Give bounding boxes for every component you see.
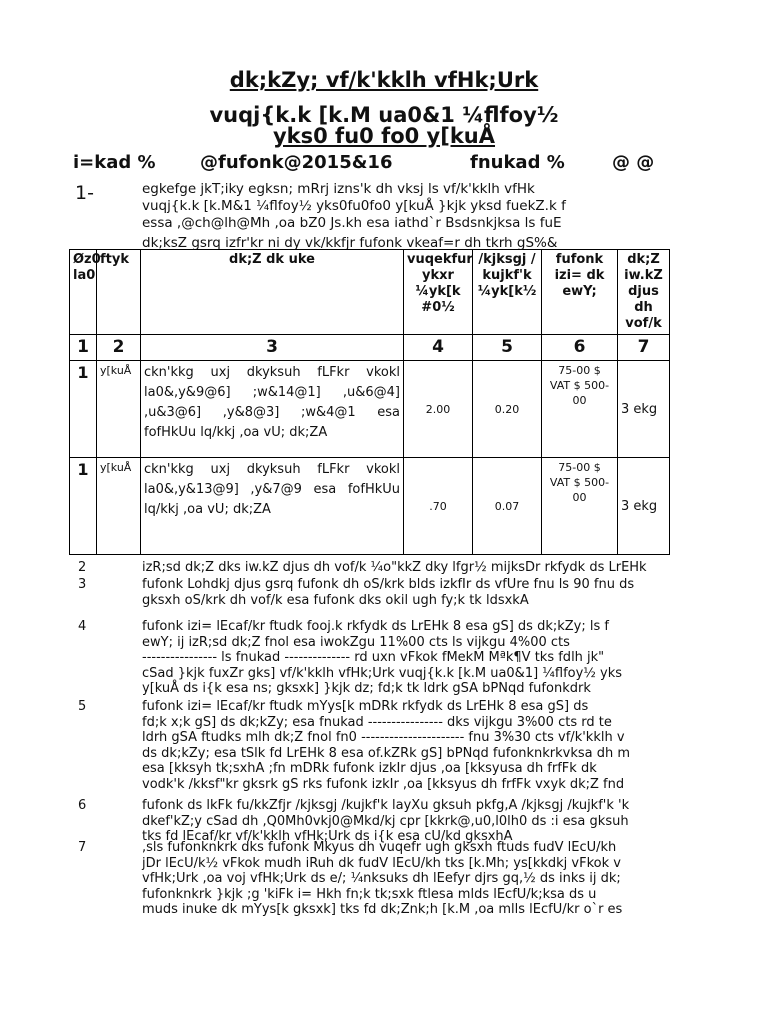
col-header-period: dk;Z iw.kZ djus dh vof/k <box>618 250 670 335</box>
footnote-line: gksxh oS/krk dh vof/k esa fufonk dks okil ugh fy;k tk ldsxkA <box>142 592 529 608</box>
footnote-text <box>142 560 670 576</box>
row-district: y[kuÅ <box>97 361 141 458</box>
footnote-line: ewY; ij izR;sd dk;Z fnol esa iwokZgu 11%00 cts ls vijkgu 4%00 cts <box>142 634 570 650</box>
col-number: 4 <box>404 335 473 361</box>
footnote-line: vodk'k /kksf"kr gksrk gS rks fufonk izkIr ,oa [kksyus dh frfFk vxyk dk;Z fnd <box>142 776 625 792</box>
tender-table <box>69 249 670 555</box>
row-sno: 1 <box>70 458 97 555</box>
row-price-vat: VAT $ 500-00 <box>549 476 610 504</box>
office-title: dk;kZy; vf/k'kklh vfHk;Urk <box>229 68 539 92</box>
footnote-line: tks fd lEcaf/kr vf/k'kklh vfHk;Urk ds i{k esa cU/kd gksxhA <box>142 829 513 845</box>
footnote-text <box>142 577 670 608</box>
row-price-fee: 75-00 $ <box>558 364 601 377</box>
row-deposit: 0.20 <box>473 361 542 458</box>
footnote-text <box>142 840 670 918</box>
footnote-line: y[kuÅ ds i{k esa ns; gksxk] }kjk dz; fd;k tk ldrk gSA bPNqd fufonkdrk <box>142 681 591 697</box>
footnote-line: ---------------- ls fnukad -------------- rd uxn vFkok fMekM Mªk¶V tks fdlh jk" <box>142 650 605 666</box>
footnote-line: fd;k x;k gS] ds dk;kZy; esa fnukad ---------------- dks vijkgu 3%00 cts rd te <box>142 714 612 730</box>
row-sno: 1 <box>70 361 97 458</box>
table-number-row <box>70 335 670 361</box>
row-price-vat: VAT $ 500-00 <box>549 379 610 407</box>
row-price-fee: 75-00 $ <box>558 461 601 474</box>
footnote-line: fufonk ds lkFk fu/kkZfjr /kjksgj /kujkf'k layXu gksuh pkfg,A /kjksgj /kujkf'k 'k <box>142 798 630 813</box>
footnote-number: 6 <box>78 798 87 813</box>
footnote-line: jDr lEcU/k½ vFkok mudh iRuh dk fudV lEcU/kh tks [k.Mh; ys[kkdkj vFkok v <box>142 855 621 871</box>
footnote-line: ,sls fufonknkrk dks fufonk Mkyus dh vuqefr ugh gksxh ftuds fudV lEcU/kh <box>142 840 617 855</box>
footnote-line: ldrh gSA ftudks mlh dk;Z fnol fn0 ---------------------- fnu 3%30 cts vf/k'kklh v <box>142 730 625 746</box>
intro-number: 1- <box>75 182 94 204</box>
col-header-price: fufonk izi= dk ewY; <box>542 250 618 335</box>
footnote-line: fufonk izi= lEcaf/kr ftudk fooj.k rkfydk ds LrEHk 8 esa gS] ds dk;kZy; ls f <box>142 619 609 634</box>
footnote-number: 5 <box>78 699 87 714</box>
col-number: 5 <box>473 335 542 361</box>
row-price <box>542 458 618 555</box>
row-cost: .70 <box>404 458 473 555</box>
footnote-text <box>142 619 670 697</box>
col-number: 1 <box>70 335 97 361</box>
col-number: 7 <box>618 335 670 361</box>
footnote-line: ds dk;kZy; esa tSlk fd LrEHk 8 esa of.kZRk gS] bPNqd fufonknkrkvksa dh m <box>142 745 631 761</box>
col-header-work: dk;Z dk uke <box>141 250 404 335</box>
row-period: 3 ekg <box>618 361 670 458</box>
row-cost: 2.00 <box>404 361 473 458</box>
footnote-number: 3 <box>78 577 87 592</box>
intro-line: essa ,@ch@lh@Mh ,oa bZ0 Js.kh esa iathd`r Bsdsnkjksa ls fuE <box>142 215 562 231</box>
footnote-line: fufonk Lohdkj djus gsrq fufonk dh oS/krk blds izkfIr ds vfUre fnu ls 90 fnu ds <box>142 577 635 592</box>
intro-line: egkefge jkT;iky egksn; mRrj izns'k dh vksj ls vf/k'kklh vfHk <box>142 181 535 197</box>
footnote-line: vfHk;Urk ,oa voj vfHk;Urk ds e/; ¼nksuks dh lEefyr djrs gq,½ ds inks ij dk; <box>142 871 621 887</box>
row-work: ckn'kkg uxj dkyksuh fLFkr vkokl la0&,y&13@9] ,y&7@9 esa fofHkUu lq/kkj ,oa vU; dk;ZA <box>141 458 404 555</box>
footnote-line: muds inuke dk mYys[k gksxk] tks fd dk;Znk;h [k.M ,oa mlls lEcfU/kr o`r es <box>142 902 623 918</box>
table-row <box>70 458 670 555</box>
footnote-line: izR;sd dk;Z dks iw.kZ djus dh vof/k ¼o"kkZ dky lfgr½ mijksDr rkfydk ds LrEHk <box>142 560 647 575</box>
footnote-line: cSad }kjk fuxZr gks] vf/k'kklh vfHk;Urk vuqj{k.k [k.M ua0&1] ¼flfoy½ yks <box>142 665 623 681</box>
row-price <box>542 361 618 458</box>
col-number: 3 <box>141 335 404 361</box>
row-period: 3 ekg <box>618 458 670 555</box>
footnote-line: fufonk izi= lEcaf/kr ftudk mYys[k mDRk rkfydk ds LrEHk 8 esa gS] ds <box>142 699 589 714</box>
col-header-district: ftyk <box>97 250 141 335</box>
footnote-line: fufonknkrk }kjk ;g 'kiFk i= Hkh fn;k tk;sxk ftlesa mlds lEcfU/k;ksa ds u <box>142 886 597 902</box>
letter-no-label: i=kad % <box>73 152 156 173</box>
col-header-deposit: /kjksgj / kujkf'k ¼yk[k½ <box>473 250 542 335</box>
footnote-number: 2 <box>78 560 87 575</box>
row-deposit: 0.07 <box>473 458 542 555</box>
row-district: y[kuÅ <box>97 458 141 555</box>
date-label: fnukad % <box>470 152 565 173</box>
intro-line: dk;ksZ gsrq izfr'kr ni dy vk/kkfjr fufonk vkeaf=r dh tkrh gS%& <box>142 235 558 251</box>
letter-no-value: @fufonk@2015&16 <box>200 152 393 173</box>
footnote-line: dkef'kZ;y cSad dh ,Q0Mh0vkj0@Mkd/kj cpr [kkrk@,u0,l0lh0 ds :i esa gksuh <box>142 813 629 829</box>
division-title: vuqj{k.k [k.M ua0&1 ¼flfoy½ <box>209 103 559 127</box>
col-header-cost: vuqekfur ykxr ¼yk[k #0½ <box>404 250 473 335</box>
department-title: yks0 fu0 fo0 y[kuÅ <box>272 124 496 148</box>
footnote-text <box>142 699 670 793</box>
footnote-number: 4 <box>78 619 87 634</box>
footnote-text <box>142 798 670 845</box>
col-number: 6 <box>542 335 618 361</box>
col-header-sno: Øz0 la0 <box>70 250 97 335</box>
date-value: @ @ <box>612 152 655 173</box>
col-number: 2 <box>97 335 141 361</box>
intro-line: vuqj{k.k [k.M&1 ¼flfoy½ yks0fu0fo0 y[kuÅ }kjk yksd fuekZ.k f <box>142 198 566 214</box>
row-work: ckn'kkg uxj dkyksuh fLFkr vkokl la0&,y&9@6] ;w&14@1] ,u&6@4] ,u&3@6] ,y&8@3] ;w&4@1 esa fofHkUu lq/kkj ,oa vU; dk;ZA <box>141 361 404 458</box>
footnote-number: 7 <box>78 840 87 855</box>
table-row <box>70 361 670 458</box>
table-header-row <box>70 250 670 335</box>
footnote-line: esa [kksyh tk;sxhA ;fn mDRk fufonk izkIr djus ,oa [kksyusa dh frfFk dk <box>142 761 597 777</box>
